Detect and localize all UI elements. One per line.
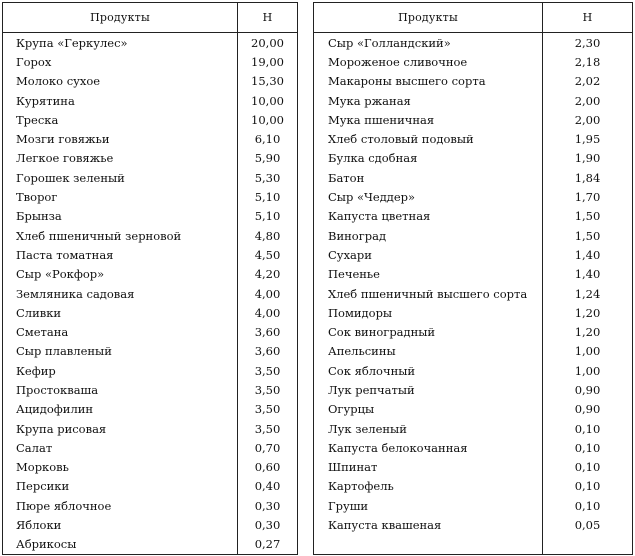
value-cell: 0,10 bbox=[574, 440, 601, 455]
right-table-body bbox=[314, 33, 632, 554]
value-column-header: Н bbox=[582, 11, 593, 24]
table-row bbox=[314, 226, 632, 245]
table-row bbox=[314, 419, 632, 438]
product-name-cell: Мороженое сливочное bbox=[314, 52, 543, 71]
table-row bbox=[3, 496, 297, 515]
product-name-cell: Сыр «Чеддер» bbox=[314, 187, 543, 206]
table-row bbox=[3, 400, 297, 419]
value-cell: 10,00 bbox=[251, 93, 284, 108]
value-cell: 2,30 bbox=[574, 35, 601, 50]
product-name-cell: Треска bbox=[3, 110, 238, 129]
table-row bbox=[3, 33, 297, 52]
table-row bbox=[314, 535, 632, 554]
value-cell: 4,80 bbox=[254, 228, 281, 243]
value-cell: 6,10 bbox=[254, 132, 281, 147]
left-table-header bbox=[3, 3, 297, 33]
value-cell: 0,90 bbox=[574, 402, 601, 417]
table-row bbox=[314, 168, 632, 187]
product-name-cell: Курятина bbox=[3, 91, 238, 110]
product-name-cell: Крупа рисовая bbox=[3, 419, 238, 438]
product-name-cell: Горох bbox=[3, 52, 238, 71]
value-cell: 2,18 bbox=[574, 54, 601, 69]
value-cell: 0,10 bbox=[574, 498, 601, 513]
product-name-cell: Молоко сухое bbox=[3, 72, 238, 91]
value-cell: 15,30 bbox=[251, 74, 284, 89]
value-cell: 3,50 bbox=[254, 421, 281, 436]
value-cell: 3,60 bbox=[254, 325, 281, 340]
value-cell: 1,24 bbox=[574, 286, 601, 301]
product-name-cell: Сметана bbox=[3, 322, 238, 341]
table-row bbox=[314, 72, 632, 91]
table-row bbox=[3, 129, 297, 148]
product-name-cell: Огурцы bbox=[314, 400, 543, 419]
product-name-cell: Сыр «Голландский» bbox=[314, 33, 543, 52]
table-row bbox=[314, 438, 632, 457]
table-row bbox=[314, 33, 632, 52]
product-name-cell: Лук репчатый bbox=[314, 380, 543, 399]
value-cell: 1,90 bbox=[574, 151, 601, 166]
product-column-header: Продукты bbox=[3, 3, 238, 32]
value-column-header: Н bbox=[262, 11, 273, 24]
product-column-header: Продукты bbox=[314, 3, 543, 32]
table-row bbox=[314, 303, 632, 322]
product-name-cell: Сок виноградный bbox=[314, 322, 543, 341]
value-cell: 4,00 bbox=[254, 286, 281, 301]
table-row bbox=[3, 419, 297, 438]
value-cell: 0,90 bbox=[574, 382, 601, 397]
table-row bbox=[314, 515, 632, 534]
table-row bbox=[3, 380, 297, 399]
table-row bbox=[3, 207, 297, 226]
product-name-cell: Легкое говяжье bbox=[3, 149, 238, 168]
value-cell: 5,30 bbox=[254, 170, 281, 185]
value-cell: 1,20 bbox=[574, 305, 601, 320]
value-cell: 1,70 bbox=[574, 190, 601, 205]
value-cell: 5,10 bbox=[254, 209, 281, 224]
product-name-cell: Творог bbox=[3, 187, 238, 206]
table-row bbox=[314, 91, 632, 110]
value-cell: 10,00 bbox=[251, 112, 284, 127]
product-name-cell: Виноград bbox=[314, 226, 543, 245]
value-cell: 4,00 bbox=[254, 305, 281, 320]
table-row bbox=[3, 303, 297, 322]
table-row bbox=[3, 361, 297, 380]
value-cell: 1,84 bbox=[574, 170, 601, 185]
product-name-cell: Печенье bbox=[314, 265, 543, 284]
table-row bbox=[314, 284, 632, 303]
value-cell: 3,60 bbox=[254, 344, 281, 359]
table-row bbox=[314, 187, 632, 206]
product-name-cell: Сыр «Рокфор» bbox=[3, 265, 238, 284]
value-cell: 5,90 bbox=[254, 151, 281, 166]
left-table bbox=[2, 2, 298, 555]
value-cell: 1,50 bbox=[574, 228, 601, 243]
product-name-cell: Салат bbox=[3, 438, 238, 457]
product-name-cell: Капуста цветная bbox=[314, 207, 543, 226]
product-name-cell: Капуста белокочанная bbox=[314, 438, 543, 457]
product-name-cell: Капуста квашеная bbox=[314, 515, 543, 534]
table-row bbox=[3, 72, 297, 91]
product-name-cell: Сухари bbox=[314, 245, 543, 264]
product-name-cell: Шпинат bbox=[314, 458, 543, 477]
value-cell: 1,95 bbox=[574, 132, 601, 147]
value-cell: 0,10 bbox=[574, 460, 601, 475]
value-cell: 0,70 bbox=[254, 440, 281, 455]
product-name-cell: Паста томатная bbox=[3, 245, 238, 264]
table-row bbox=[3, 477, 297, 496]
table-row bbox=[314, 477, 632, 496]
value-cell: 2,02 bbox=[574, 74, 601, 89]
product-name-cell: Крупа «Геркулес» bbox=[3, 33, 238, 52]
value-cell: 19,00 bbox=[251, 54, 284, 69]
table-row bbox=[3, 438, 297, 457]
value-cell: 2,00 bbox=[574, 112, 601, 127]
value-cell: 4,20 bbox=[254, 267, 281, 282]
value-cell: 5,10 bbox=[254, 190, 281, 205]
product-name-cell: Апельсины bbox=[314, 342, 543, 361]
product-name-cell: Булка сдобная bbox=[314, 149, 543, 168]
product-name-cell: Картофель bbox=[314, 477, 543, 496]
value-cell: 20,00 bbox=[251, 35, 284, 50]
value-cell: 3,50 bbox=[254, 363, 281, 378]
table-row bbox=[3, 187, 297, 206]
table-row bbox=[314, 207, 632, 226]
table-row bbox=[314, 129, 632, 148]
table-row bbox=[3, 110, 297, 129]
product-name-cell: Сливки bbox=[3, 303, 238, 322]
product-name-cell: Персики bbox=[3, 477, 238, 496]
table-row bbox=[314, 110, 632, 129]
table-row bbox=[3, 284, 297, 303]
table-row bbox=[314, 245, 632, 264]
table-row bbox=[3, 458, 297, 477]
value-cell: 0,10 bbox=[574, 421, 601, 436]
product-name-cell: Мука пшеничная bbox=[314, 110, 543, 129]
table-row bbox=[3, 535, 297, 554]
table-row bbox=[314, 361, 632, 380]
product-name-cell: Груши bbox=[314, 496, 543, 515]
table-row bbox=[314, 265, 632, 284]
value-cell: 0,40 bbox=[254, 479, 281, 494]
product-name-cell: Мозги говяжьи bbox=[3, 129, 238, 148]
product-name-cell: Сыр плавленый bbox=[3, 342, 238, 361]
table-row bbox=[3, 91, 297, 110]
product-name-cell: Морковь bbox=[3, 458, 238, 477]
value-cell: 4,50 bbox=[254, 247, 281, 262]
product-name-cell: Мука ржаная bbox=[314, 91, 543, 110]
table-row bbox=[314, 52, 632, 71]
product-name-cell: Хлеб столовый подовый bbox=[314, 129, 543, 148]
table-row bbox=[3, 265, 297, 284]
right-table bbox=[313, 2, 633, 555]
table-row bbox=[314, 342, 632, 361]
product-name-cell: Абрикосы bbox=[3, 535, 238, 554]
value-cell: 1,00 bbox=[574, 363, 601, 378]
table-row bbox=[3, 342, 297, 361]
product-name-cell: Лук зеленый bbox=[314, 419, 543, 438]
product-name-cell: Простокваша bbox=[3, 380, 238, 399]
product-name-cell: Брынза bbox=[3, 207, 238, 226]
value-cell: 0,10 bbox=[574, 479, 601, 494]
value-cell: 3,50 bbox=[254, 382, 281, 397]
table-row bbox=[3, 245, 297, 264]
value-cell: 1,40 bbox=[574, 247, 601, 262]
table-row bbox=[3, 322, 297, 341]
table-row bbox=[314, 458, 632, 477]
product-name-cell: Ацидофилин bbox=[3, 400, 238, 419]
value-cell: 1,50 bbox=[574, 209, 601, 224]
table-row bbox=[3, 226, 297, 245]
product-name-cell: Помидоры bbox=[314, 303, 543, 322]
product-name-cell: Яблоки bbox=[3, 515, 238, 534]
value-cell bbox=[543, 535, 632, 554]
value-cell: 0,30 bbox=[254, 518, 281, 533]
value-cell: 3,50 bbox=[254, 402, 281, 417]
table-row bbox=[3, 515, 297, 534]
value-cell: 0,27 bbox=[254, 537, 281, 552]
product-name-cell: Кефир bbox=[3, 361, 238, 380]
product-name-cell: Горошек зеленый bbox=[3, 168, 238, 187]
value-cell: 0,60 bbox=[254, 460, 281, 475]
left-table-body bbox=[3, 33, 297, 554]
product-name-cell: Сок яблочный bbox=[314, 361, 543, 380]
table-row bbox=[314, 380, 632, 399]
table-row bbox=[314, 149, 632, 168]
value-cell: 1,00 bbox=[574, 344, 601, 359]
product-name-cell: Земляника садовая bbox=[3, 284, 238, 303]
table-row bbox=[3, 149, 297, 168]
value-cell: 0,05 bbox=[574, 518, 601, 533]
right-table-header bbox=[314, 3, 632, 33]
product-name-cell: Макароны высшего сорта bbox=[314, 72, 543, 91]
table-row bbox=[3, 52, 297, 71]
product-name-cell: Батон bbox=[314, 168, 543, 187]
table-row bbox=[3, 168, 297, 187]
value-cell: 1,40 bbox=[574, 267, 601, 282]
value-cell: 0,30 bbox=[254, 498, 281, 513]
product-name-cell: Пюре яблочное bbox=[3, 496, 238, 515]
value-cell: 2,00 bbox=[574, 93, 601, 108]
product-name-cell: Хлеб пшеничный высшего сорта bbox=[314, 284, 543, 303]
value-cell: 1,20 bbox=[574, 325, 601, 340]
table-row bbox=[314, 496, 632, 515]
product-name-cell bbox=[314, 535, 543, 554]
table-row bbox=[314, 400, 632, 419]
table-row bbox=[314, 322, 632, 341]
product-name-cell: Хлеб пшеничный зерновой bbox=[3, 226, 238, 245]
